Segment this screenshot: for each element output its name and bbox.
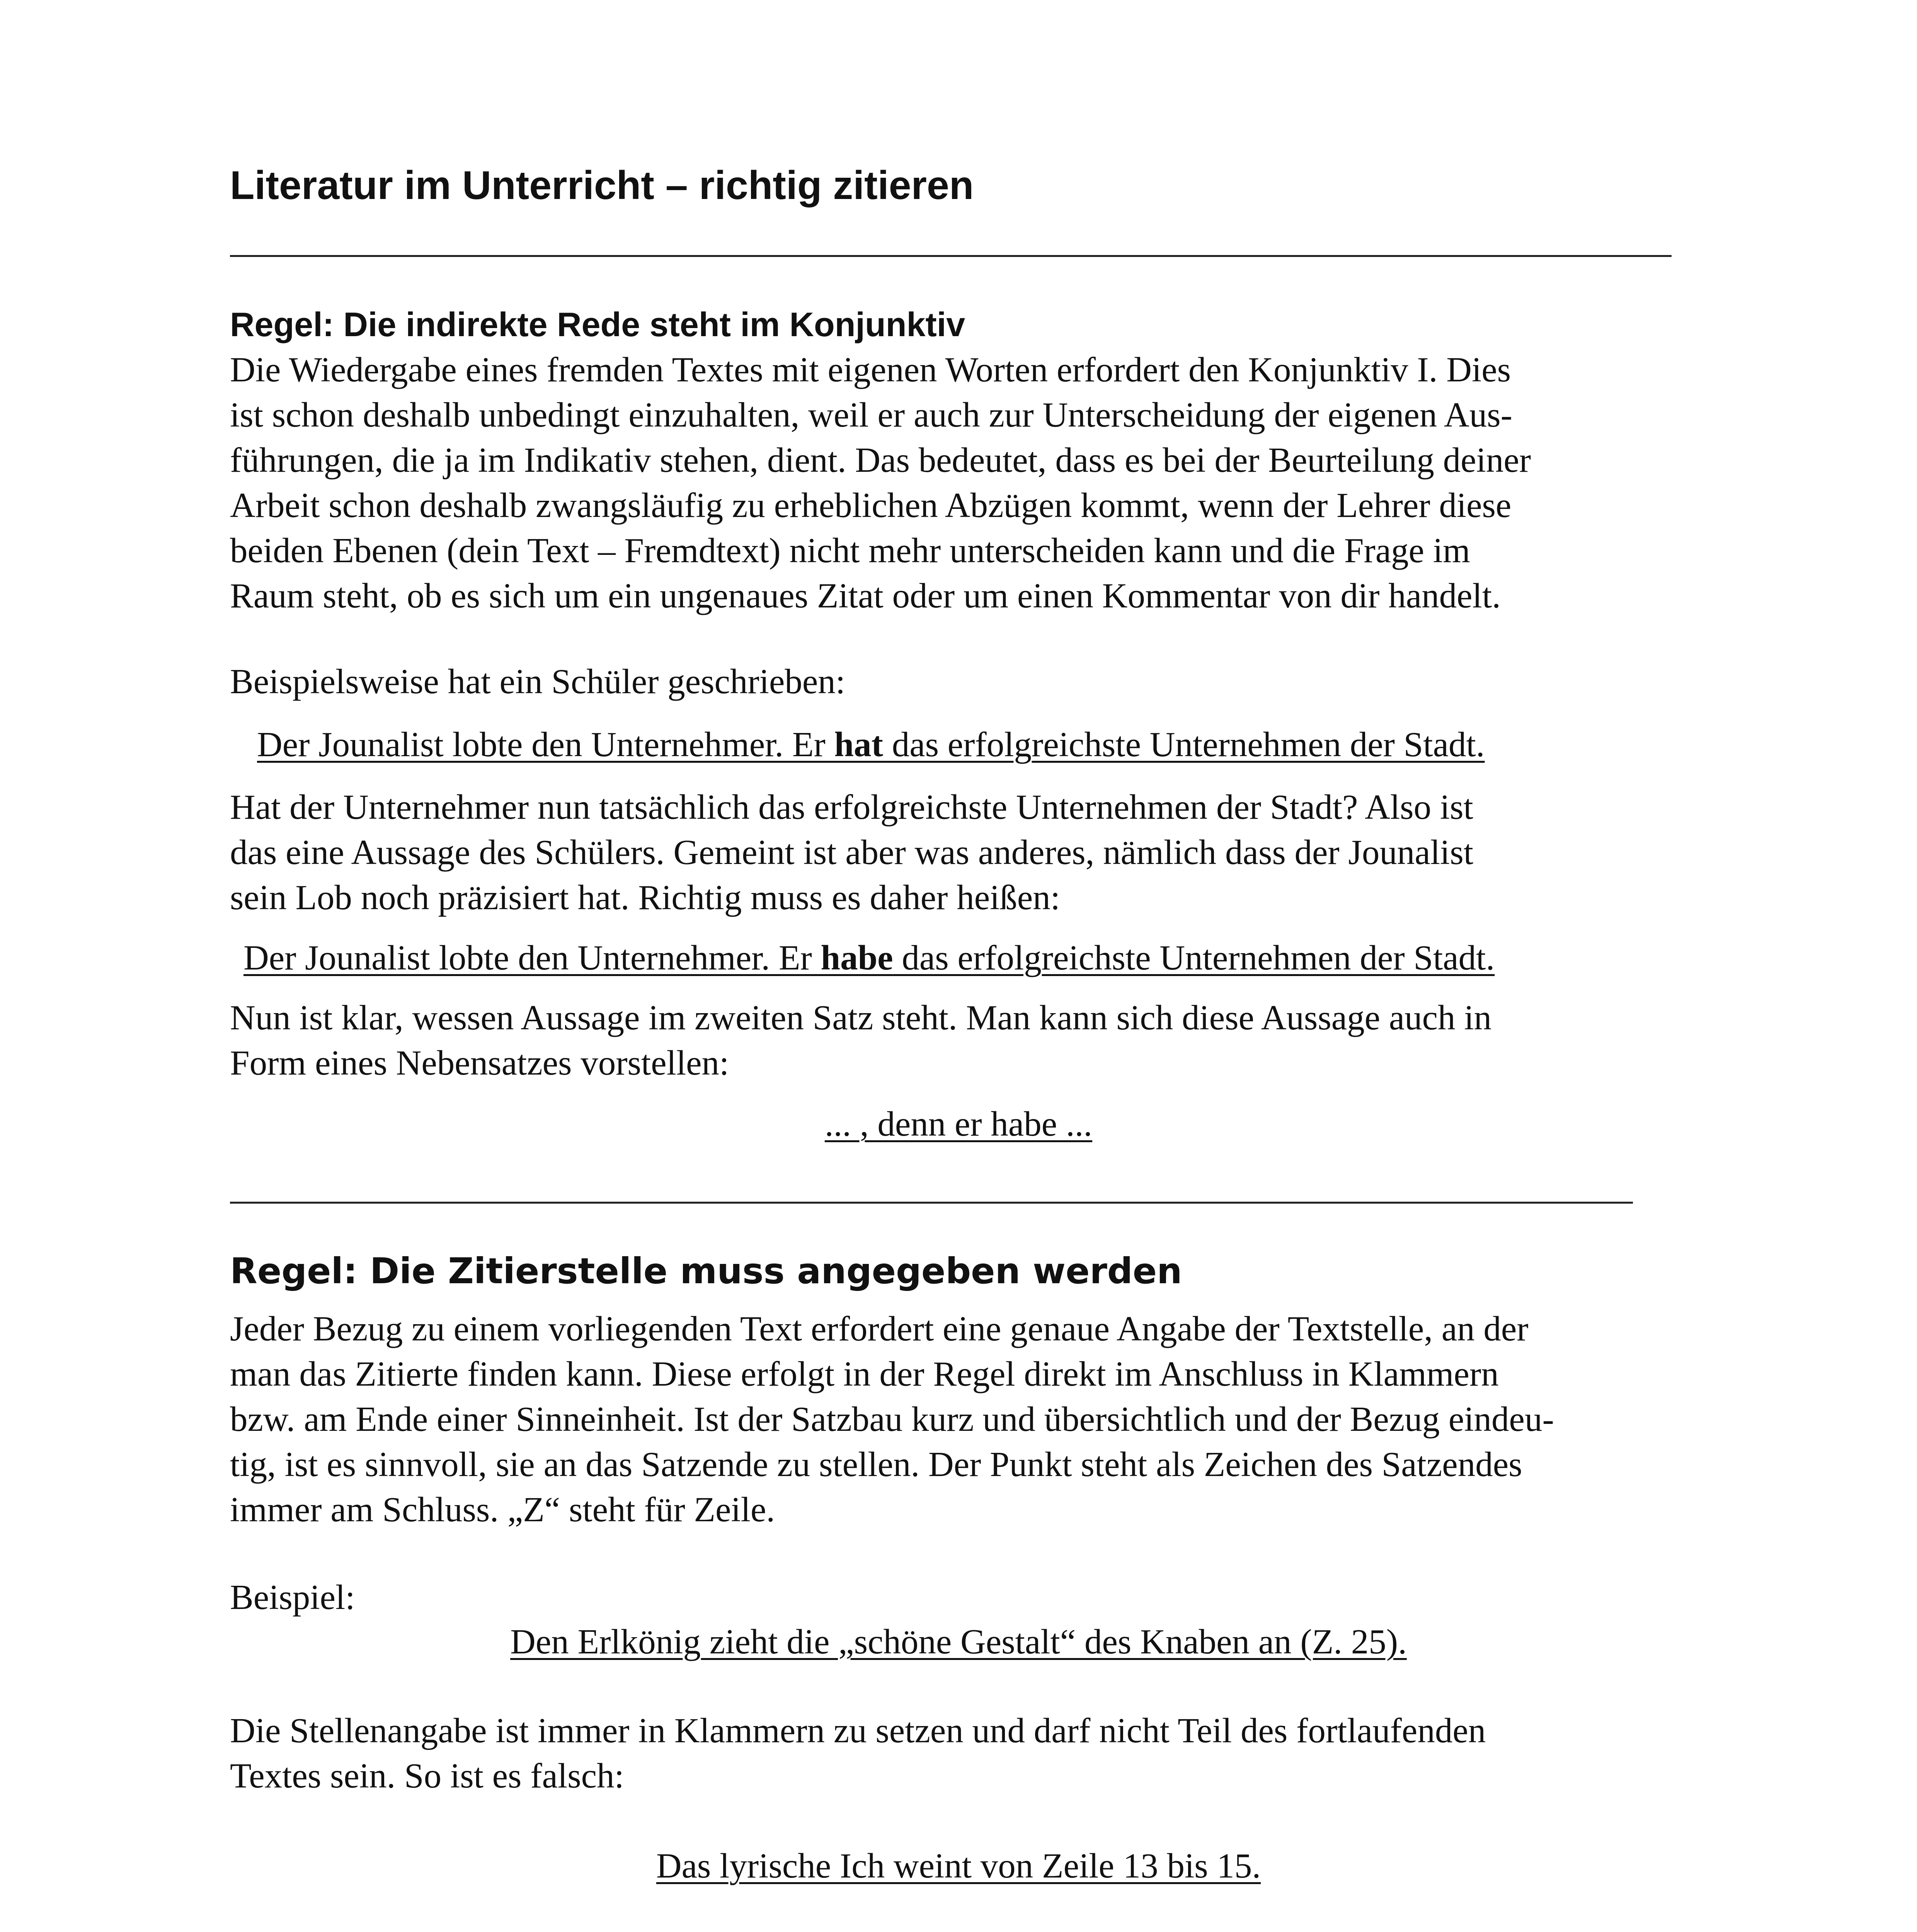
text-line: sein Lob noch präzisiert hat. Richtig muss es daher heißen: [230, 878, 1061, 917]
section1-paragraph3 [230, 995, 1714, 1085]
section1-heading: Regel: Die indirekte Rede steht im Konjunktiv [230, 305, 965, 344]
example-subordinate-clause: ... , denn er habe ... [824, 1104, 1093, 1143]
example-text: Der Jounalist lobte den Unternehmer. Er [257, 725, 834, 764]
text-line: Textes sein. So ist es falsch: [230, 1756, 624, 1795]
text-line: Jeder Bezug zu einem vorliegenden Text erfordert eine genaue Angabe der Textstelle, an der [230, 1309, 1529, 1348]
section2-paragraph1 [230, 1306, 1714, 1532]
section2-paragraph2 [230, 1708, 1714, 1798]
example-verb: hat [834, 725, 883, 764]
text-line: Nun ist klar, wessen Aussage im zweiten Satz steht. Man kann sich diese Aussage auch in [230, 998, 1492, 1037]
text-line: Raum steht, ob es sich um ein ungenaues Zitat oder um einen Kommentar von dir handelt. [230, 576, 1501, 615]
text-line: ist schon deshalb unbedingt einzuhalten, weil er auch zur Unterscheidung der eigenen Aus- [230, 395, 1512, 434]
page-title: Literatur im Unterricht – richtig zitieren [230, 163, 974, 208]
text-line: Hat der Unternehmer nun tatsächlich das erfolgreichste Unternehmen der Stadt? Also ist [230, 787, 1473, 827]
title-divider [230, 255, 1672, 257]
section-divider [230, 1202, 1633, 1204]
text-line: beiden Ebenen (dein Text – Fremdtext) nicht mehr unterscheiden kann und die Frage im [230, 531, 1470, 570]
example-text: das erfolgreichste Unternehmen der Stadt. [883, 725, 1485, 764]
example-wrong-citation-1: Das lyrische Ich weint von Zeile 13 bis 15. [656, 1846, 1261, 1885]
section1-paragraph2 [230, 784, 1714, 920]
example-citation: Den Erlkönig zieht die „schöne Gestalt“ des Knaben an (Z. 25). [510, 1622, 1407, 1661]
text-line: Beispielsweise hat ein Schüler geschrieben: [230, 662, 846, 701]
text-line: Form eines Nebensatzes vorstellen: [230, 1043, 729, 1082]
text-line: das eine Aussage des Schülers. Gemeint ist aber was anderes, nämlich dass der Jounalist [230, 833, 1474, 872]
text-line: immer am Schluss. „Z“ steht für Zeile. [230, 1490, 775, 1529]
example-text: Der Jounalist lobte den Unternehmer. Er [243, 938, 821, 977]
example-text: das erfolgreichste Unternehmen der Stadt. [893, 938, 1495, 977]
section2-heading: Regel: Die Zitierstelle muss angegeben werden [230, 1250, 1182, 1292]
text-line: führungen, die ja im Indikativ stehen, dient. Das bedeutet, dass es bei der Beurteilung deiner [230, 440, 1531, 480]
text-line: Die Stellenangabe ist immer in Klammern zu setzen und darf nicht Teil des fortlaufenden [230, 1711, 1486, 1750]
text-line: bzw. am Ende einer Sinneinheit. Ist der Satzbau kurz und übersichtlich und der Bezug eindeu- [230, 1400, 1554, 1439]
text-line: man das Zitierte finden kann. Diese erfolgt in der Regel direkt im Anschluss in Klammern [230, 1354, 1499, 1393]
text-line: Arbeit schon deshalb zwangsläufig zu erheblichen Abzügen kommt, wenn der Lehrer diese [230, 486, 1512, 525]
text-line: tig, ist es sinnvoll, sie an das Satzende zu stellen. Der Punkt steht als Zeichen des Satzendes [230, 1445, 1522, 1484]
text-line: Die Wiedergabe eines fremden Textes mit eigenen Worten erfordert den Konjunktiv I. Dies [230, 350, 1511, 389]
example-correct-subjunctive [243, 935, 1495, 980]
section1-intro [230, 659, 1714, 704]
section2-example-label [230, 1575, 1714, 1620]
section1-paragraph1 [230, 347, 1714, 618]
example-wrong-indicative [257, 722, 1485, 767]
example-verb: habe [821, 938, 893, 977]
text-line: Beispiel: [230, 1578, 355, 1617]
